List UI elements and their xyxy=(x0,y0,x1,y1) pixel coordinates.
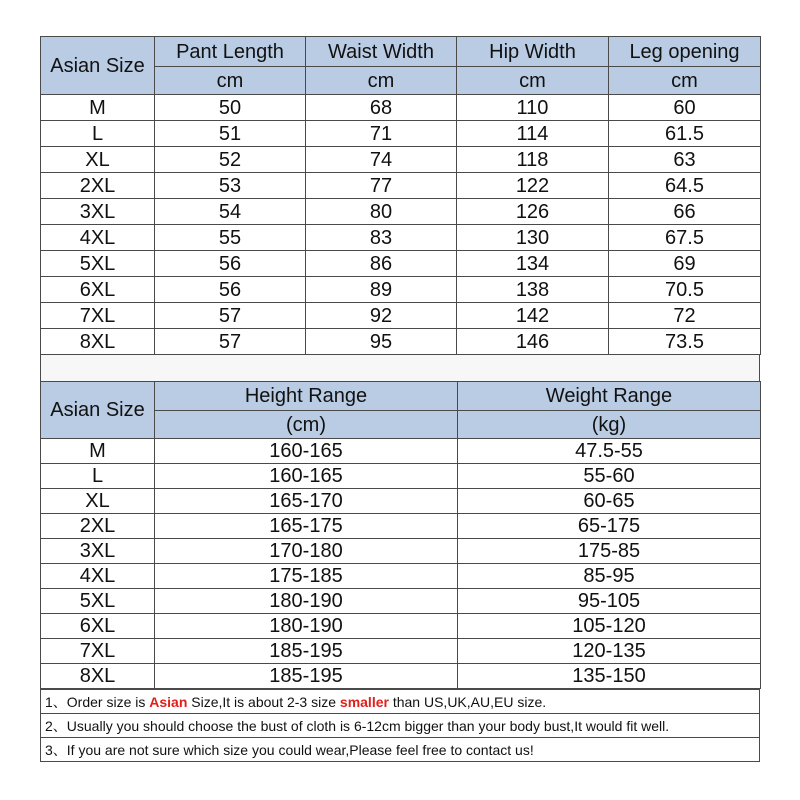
value-cell: 57 xyxy=(155,303,306,329)
note-2: 2、Usually you should choose the bust of cloth is 6-12cm bigger than your body bust,It would fit well. xyxy=(41,714,760,738)
note-highlight-smaller: smaller xyxy=(339,693,389,710)
note-highlight-asian: Asian xyxy=(149,693,188,710)
value-cell: 66 xyxy=(609,199,761,225)
value-cell: 60-65 xyxy=(458,489,761,514)
unit-cell: cm xyxy=(155,67,306,95)
size-cell: 2XL xyxy=(41,514,155,539)
size-chart xyxy=(40,36,760,762)
measurement-row xyxy=(41,173,761,199)
size-cell: 7XL xyxy=(41,303,155,329)
value-cell: 85-95 xyxy=(458,564,761,589)
value-cell: 142 xyxy=(457,303,609,329)
size-column-header: Asian Size xyxy=(41,382,155,439)
value-cell: 138 xyxy=(457,277,609,303)
value-cell: 135-150 xyxy=(458,664,761,689)
value-cell: 134 xyxy=(457,251,609,277)
height-weight-row xyxy=(41,589,761,614)
measurement-row xyxy=(41,147,761,173)
height-weight-row xyxy=(41,489,761,514)
value-cell: 83 xyxy=(306,225,457,251)
value-cell: 67.5 xyxy=(609,225,761,251)
unit-cell: cm xyxy=(609,67,761,95)
column-header: Pant Length xyxy=(155,37,306,67)
unit-cell: (kg) xyxy=(458,411,761,439)
column-header: Hip Width xyxy=(457,37,609,67)
column-header: Waist Width xyxy=(306,37,457,67)
measurement-row xyxy=(41,329,761,355)
column-header: Leg opening xyxy=(609,37,761,67)
measurement-row xyxy=(41,225,761,251)
value-cell: 175-185 xyxy=(155,564,458,589)
height-weight-table xyxy=(40,381,761,689)
height-weight-row xyxy=(41,439,761,464)
height-weight-row xyxy=(41,464,761,489)
height-weight-header-row xyxy=(41,382,761,411)
value-cell: 120-135 xyxy=(458,639,761,664)
column-header: Height Range xyxy=(155,382,458,411)
size-cell: 3XL xyxy=(41,199,155,225)
measurement-table xyxy=(40,36,761,355)
value-cell: 73.5 xyxy=(609,329,761,355)
height-weight-row xyxy=(41,664,761,689)
value-cell: 118 xyxy=(457,147,609,173)
size-cell: M xyxy=(41,439,155,464)
value-cell: 68 xyxy=(306,95,457,121)
value-cell: 55 xyxy=(155,225,306,251)
size-column-header: Asian Size xyxy=(41,37,155,95)
value-cell: 185-195 xyxy=(155,639,458,664)
value-cell: 185-195 xyxy=(155,664,458,689)
value-cell: 55-60 xyxy=(458,464,761,489)
measurement-rows xyxy=(41,95,761,355)
measurement-header-row xyxy=(41,37,761,67)
size-cell: 8XL xyxy=(41,329,155,355)
note-1: 1、Order size is Asian Size,It is about 2-3 size smaller than US,UK,AU,EU size. xyxy=(41,690,760,714)
size-cell: 6XL xyxy=(41,614,155,639)
measurement-row xyxy=(41,199,761,225)
value-cell: 105-120 xyxy=(458,614,761,639)
value-cell: 50 xyxy=(155,95,306,121)
size-cell: 7XL xyxy=(41,639,155,664)
value-cell: 89 xyxy=(306,277,457,303)
value-cell: 54 xyxy=(155,199,306,225)
column-header: Weight Range xyxy=(458,382,761,411)
value-cell: 160-165 xyxy=(155,464,458,489)
value-cell: 114 xyxy=(457,121,609,147)
value-cell: 110 xyxy=(457,95,609,121)
value-cell: 51 xyxy=(155,121,306,147)
size-cell: M xyxy=(41,95,155,121)
value-cell: 86 xyxy=(306,251,457,277)
height-weight-row xyxy=(41,514,761,539)
value-cell: 146 xyxy=(457,329,609,355)
value-cell: 180-190 xyxy=(155,589,458,614)
size-cell: XL xyxy=(41,489,155,514)
size-cell: L xyxy=(41,121,155,147)
measurement-row xyxy=(41,121,761,147)
value-cell: 130 xyxy=(457,225,609,251)
size-cell: 5XL xyxy=(41,251,155,277)
value-cell: 56 xyxy=(155,277,306,303)
height-weight-row xyxy=(41,564,761,589)
size-cell: L xyxy=(41,464,155,489)
size-cell: 3XL xyxy=(41,539,155,564)
value-cell: 56 xyxy=(155,251,306,277)
value-cell: 53 xyxy=(155,173,306,199)
unit-cell: (cm) xyxy=(155,411,458,439)
value-cell: 165-175 xyxy=(155,514,458,539)
measurement-row xyxy=(41,303,761,329)
value-cell: 92 xyxy=(306,303,457,329)
value-cell: 70.5 xyxy=(609,277,761,303)
value-cell: 63 xyxy=(609,147,761,173)
unit-cell: cm xyxy=(306,67,457,95)
value-cell: 60 xyxy=(609,95,761,121)
value-cell: 160-165 xyxy=(155,439,458,464)
size-cell: XL xyxy=(41,147,155,173)
value-cell: 57 xyxy=(155,329,306,355)
size-cell: 5XL xyxy=(41,589,155,614)
value-cell: 126 xyxy=(457,199,609,225)
unit-cell: cm xyxy=(457,67,609,95)
size-cell: 8XL xyxy=(41,664,155,689)
value-cell: 170-180 xyxy=(155,539,458,564)
value-cell: 95-105 xyxy=(458,589,761,614)
table-spacer xyxy=(40,355,760,381)
height-weight-rows xyxy=(41,439,761,689)
value-cell: 47.5-55 xyxy=(458,439,761,464)
measurement-row xyxy=(41,95,761,121)
value-cell: 74 xyxy=(306,147,457,173)
measurement-row xyxy=(41,277,761,303)
value-cell: 69 xyxy=(609,251,761,277)
value-cell: 77 xyxy=(306,173,457,199)
size-cell: 4XL xyxy=(41,564,155,589)
size-cell: 2XL xyxy=(41,173,155,199)
notes-table xyxy=(40,689,760,762)
value-cell: 95 xyxy=(306,329,457,355)
value-cell: 175-85 xyxy=(458,539,761,564)
note-3: 3、If you are not sure which size you could wear,Please feel free to contact us! xyxy=(41,738,760,762)
height-weight-row xyxy=(41,639,761,664)
value-cell: 122 xyxy=(457,173,609,199)
height-weight-row xyxy=(41,539,761,564)
value-cell: 165-170 xyxy=(155,489,458,514)
value-cell: 65-175 xyxy=(458,514,761,539)
value-cell: 180-190 xyxy=(155,614,458,639)
value-cell: 71 xyxy=(306,121,457,147)
value-cell: 72 xyxy=(609,303,761,329)
measurement-row xyxy=(41,251,761,277)
size-cell: 4XL xyxy=(41,225,155,251)
value-cell: 61.5 xyxy=(609,121,761,147)
value-cell: 80 xyxy=(306,199,457,225)
value-cell: 52 xyxy=(155,147,306,173)
value-cell: 64.5 xyxy=(609,173,761,199)
size-cell: 6XL xyxy=(41,277,155,303)
height-weight-row xyxy=(41,614,761,639)
